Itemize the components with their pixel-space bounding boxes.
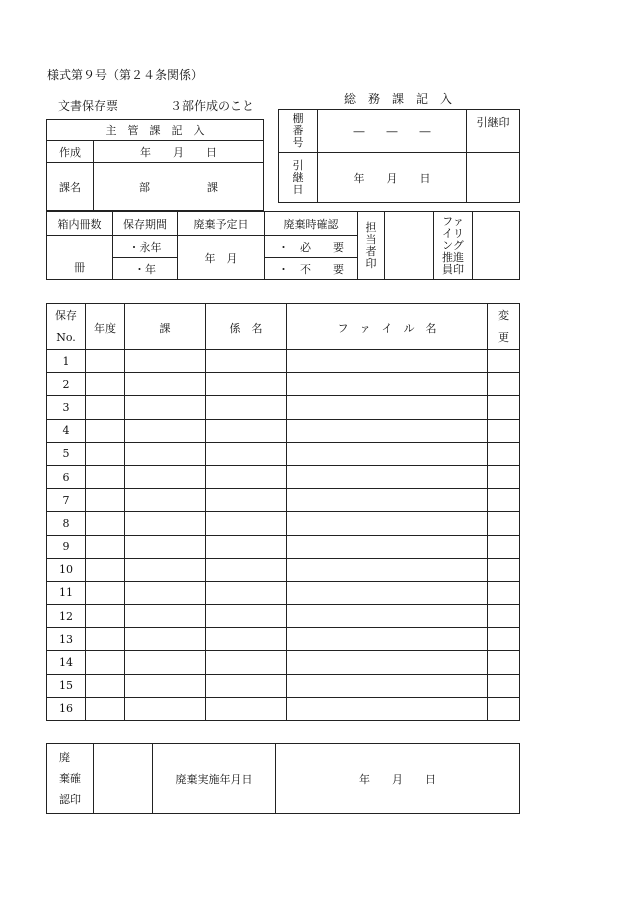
row-year-cell[interactable] <box>86 674 125 697</box>
row-number: 1 <box>47 350 86 373</box>
row-number: 7 <box>47 489 86 512</box>
row-number: 3 <box>47 396 86 419</box>
row-year-cell[interactable] <box>86 396 125 419</box>
disposal-confirm-label <box>47 744 94 814</box>
table-row <box>47 535 520 558</box>
general-affairs-heading: 総 務 課 記 入 <box>344 92 453 106</box>
row-section-cell[interactable] <box>125 350 206 373</box>
confirm-needed-option[interactable]: ・ 必 要 <box>265 236 358 258</box>
col-change-header-l1: 変 <box>498 308 509 322</box>
row-year-cell[interactable] <box>86 558 125 581</box>
row-file-cell[interactable] <box>287 628 488 651</box>
col-no-header-l1: 保存 <box>55 308 77 322</box>
row-file-cell[interactable] <box>287 605 488 628</box>
table-row <box>47 674 520 697</box>
row-file-cell[interactable] <box>287 558 488 581</box>
row-number: 16 <box>47 697 86 720</box>
row-year-cell[interactable] <box>86 605 125 628</box>
row-change-cell[interactable] <box>488 697 520 720</box>
row-change-cell[interactable] <box>488 350 520 373</box>
row-file-cell[interactable] <box>287 419 488 442</box>
col-change-header <box>488 304 520 350</box>
row-number: 15 <box>47 674 86 697</box>
filing-seal-label: ファ イリ ング 推進 員印 <box>434 212 473 280</box>
table-row <box>47 465 520 488</box>
row-section-cell[interactable] <box>125 628 206 651</box>
row-change-cell[interactable] <box>488 628 520 651</box>
row-number: 8 <box>47 512 86 535</box>
row-file-cell[interactable] <box>287 442 488 465</box>
table-row <box>47 442 520 465</box>
retention-period-label: 保存期間 <box>113 212 178 236</box>
col-no-header <box>47 304 86 350</box>
table-row <box>47 697 520 720</box>
row-group-cell[interactable] <box>206 558 287 581</box>
row-change-cell[interactable] <box>488 674 520 697</box>
box-count-label: 箱内冊数 <box>47 212 113 236</box>
row-section-cell[interactable] <box>125 697 206 720</box>
row-number: 4 <box>47 419 86 442</box>
row-section-cell[interactable] <box>125 512 206 535</box>
table-row <box>47 581 520 604</box>
confirm-label: 廃棄時確認 <box>265 212 358 236</box>
row-number: 13 <box>47 628 86 651</box>
row-year-cell[interactable] <box>86 419 125 442</box>
table-row <box>47 558 520 581</box>
disposal-date-label: 廃棄予定日 <box>178 212 265 236</box>
row-file-cell[interactable] <box>287 373 488 396</box>
row-section-cell[interactable] <box>125 373 206 396</box>
transfer-date[interactable]: 年 月 日 <box>318 153 467 203</box>
row-file-cell[interactable] <box>287 465 488 488</box>
row-change-cell[interactable] <box>488 396 520 419</box>
row-group-cell[interactable] <box>206 396 287 419</box>
row-year-cell[interactable] <box>86 489 125 512</box>
shelf-label: 棚 番 号 <box>279 110 318 153</box>
form-number: 様式第９号（第２４条関係） <box>47 68 204 82</box>
transfer-label: 引 継 日 <box>279 153 318 203</box>
row-year-cell[interactable] <box>86 442 125 465</box>
retention-table <box>46 211 520 280</box>
row-number: 10 <box>47 558 86 581</box>
row-file-cell[interactable] <box>287 350 488 373</box>
row-group-cell[interactable] <box>206 674 287 697</box>
created-label: 作成 <box>47 141 94 163</box>
transfer-seal-label: 引継印 <box>467 110 520 153</box>
row-section-cell[interactable] <box>125 489 206 512</box>
col-change-header-l2: 更 <box>498 330 509 344</box>
person-seal-box[interactable] <box>385 212 434 280</box>
table-row <box>47 651 520 674</box>
disposal-date-value[interactable]: 年 月 <box>178 236 265 280</box>
row-file-cell[interactable] <box>287 512 488 535</box>
col-file-header: フ ァ イ ル 名 <box>287 304 488 350</box>
row-group-cell[interactable] <box>206 581 287 604</box>
shelf-value[interactable]: ― ― ― <box>318 110 467 153</box>
row-number: 9 <box>47 535 86 558</box>
row-section-cell[interactable] <box>125 651 206 674</box>
table-row <box>47 350 520 373</box>
row-group-cell[interactable] <box>206 465 287 488</box>
row-file-cell[interactable] <box>287 697 488 720</box>
row-section-cell[interactable] <box>125 581 206 604</box>
row-change-cell[interactable] <box>488 535 520 558</box>
row-file-cell[interactable] <box>287 535 488 558</box>
confirm-not-needed-option[interactable]: ・ 不 要 <box>265 258 358 280</box>
row-year-cell[interactable] <box>86 628 125 651</box>
main-section-title: 主 管 課 記 入 <box>47 120 264 141</box>
disposal-date-value[interactable]: 年 月 日 <box>276 744 520 814</box>
col-section-header: 課 <box>125 304 206 350</box>
retention-years-option[interactable]: ・年 <box>113 258 178 280</box>
division-field[interactable] <box>94 163 264 211</box>
row-file-cell[interactable] <box>287 581 488 604</box>
col-no-header-l2: No. <box>56 330 76 344</box>
table-row <box>47 489 520 512</box>
table-row <box>47 373 520 396</box>
transfer-seal-box[interactable] <box>467 153 520 203</box>
disposal-confirm-l3: 認印 <box>59 793 81 806</box>
row-section-cell[interactable] <box>125 442 206 465</box>
division-label: 課名 <box>47 163 94 211</box>
row-year-cell[interactable] <box>86 535 125 558</box>
row-group-cell[interactable] <box>206 651 287 674</box>
row-year-cell[interactable] <box>86 350 125 373</box>
row-section-cell[interactable] <box>125 396 206 419</box>
table-row <box>47 419 520 442</box>
table-row <box>47 512 520 535</box>
row-group-cell[interactable] <box>206 697 287 720</box>
row-number: 11 <box>47 581 86 604</box>
row-section-cell[interactable] <box>125 605 206 628</box>
row-section-cell[interactable] <box>125 674 206 697</box>
col-group-header: 係 名 <box>206 304 287 350</box>
row-number: 2 <box>47 373 86 396</box>
row-file-cell[interactable] <box>287 674 488 697</box>
main-section-table <box>46 119 264 211</box>
row-group-cell[interactable] <box>206 373 287 396</box>
disposal-confirm-l1: 廃 <box>59 751 70 764</box>
row-change-cell[interactable] <box>488 419 520 442</box>
table-row <box>47 628 520 651</box>
filing-seal-box[interactable] <box>473 212 520 280</box>
table-row <box>47 396 520 419</box>
row-section-cell[interactable] <box>125 419 206 442</box>
row-file-cell[interactable] <box>287 489 488 512</box>
col-year-header: 年度 <box>86 304 125 350</box>
created-date[interactable]: 年 月 日 <box>94 141 264 163</box>
file-list-table <box>46 303 520 721</box>
row-group-cell[interactable] <box>206 350 287 373</box>
table-row <box>47 605 520 628</box>
row-change-cell[interactable] <box>488 581 520 604</box>
row-year-cell[interactable] <box>86 373 125 396</box>
doc-title: 文書保存票 <box>58 99 119 113</box>
row-number: 12 <box>47 605 86 628</box>
row-group-cell[interactable] <box>206 419 287 442</box>
row-group-cell[interactable] <box>206 442 287 465</box>
row-section-cell[interactable] <box>125 535 206 558</box>
row-file-cell[interactable] <box>287 396 488 419</box>
row-file-cell[interactable] <box>287 651 488 674</box>
disposal-confirm-seal-box[interactable] <box>94 744 153 814</box>
row-year-cell[interactable] <box>86 581 125 604</box>
division-ka: 課 <box>207 180 218 194</box>
row-group-cell[interactable] <box>206 489 287 512</box>
disposal-confirm-l2: 棄確 <box>59 772 81 785</box>
row-change-cell[interactable] <box>488 465 520 488</box>
row-year-cell[interactable] <box>86 465 125 488</box>
row-year-cell[interactable] <box>86 512 125 535</box>
person-seal-label: 担 当 者 印 <box>358 212 385 280</box>
row-number: 5 <box>47 442 86 465</box>
disposal-table <box>46 743 520 814</box>
box-count-value[interactable]: 冊 <box>47 236 113 280</box>
row-change-cell[interactable] <box>488 605 520 628</box>
row-change-cell[interactable] <box>488 489 520 512</box>
row-section-cell[interactable] <box>125 558 206 581</box>
row-change-cell[interactable] <box>488 558 520 581</box>
row-number: 14 <box>47 651 86 674</box>
retention-permanent-option[interactable]: ・永年 <box>113 236 178 258</box>
disposal-date-label: 廃棄実施年月日 <box>153 744 276 814</box>
row-change-cell[interactable] <box>488 512 520 535</box>
division-bu: 部 <box>139 180 150 194</box>
row-group-cell[interactable] <box>206 605 287 628</box>
row-year-cell[interactable] <box>86 651 125 674</box>
row-change-cell[interactable] <box>488 651 520 674</box>
row-year-cell[interactable] <box>86 697 125 720</box>
row-group-cell[interactable] <box>206 512 287 535</box>
copies-note: ３部作成のこと <box>170 99 255 113</box>
row-group-cell[interactable] <box>206 628 287 651</box>
row-group-cell[interactable] <box>206 535 287 558</box>
row-number: 6 <box>47 465 86 488</box>
row-section-cell[interactable] <box>125 465 206 488</box>
row-change-cell[interactable] <box>488 442 520 465</box>
general-affairs-table <box>278 109 520 203</box>
row-change-cell[interactable] <box>488 373 520 396</box>
